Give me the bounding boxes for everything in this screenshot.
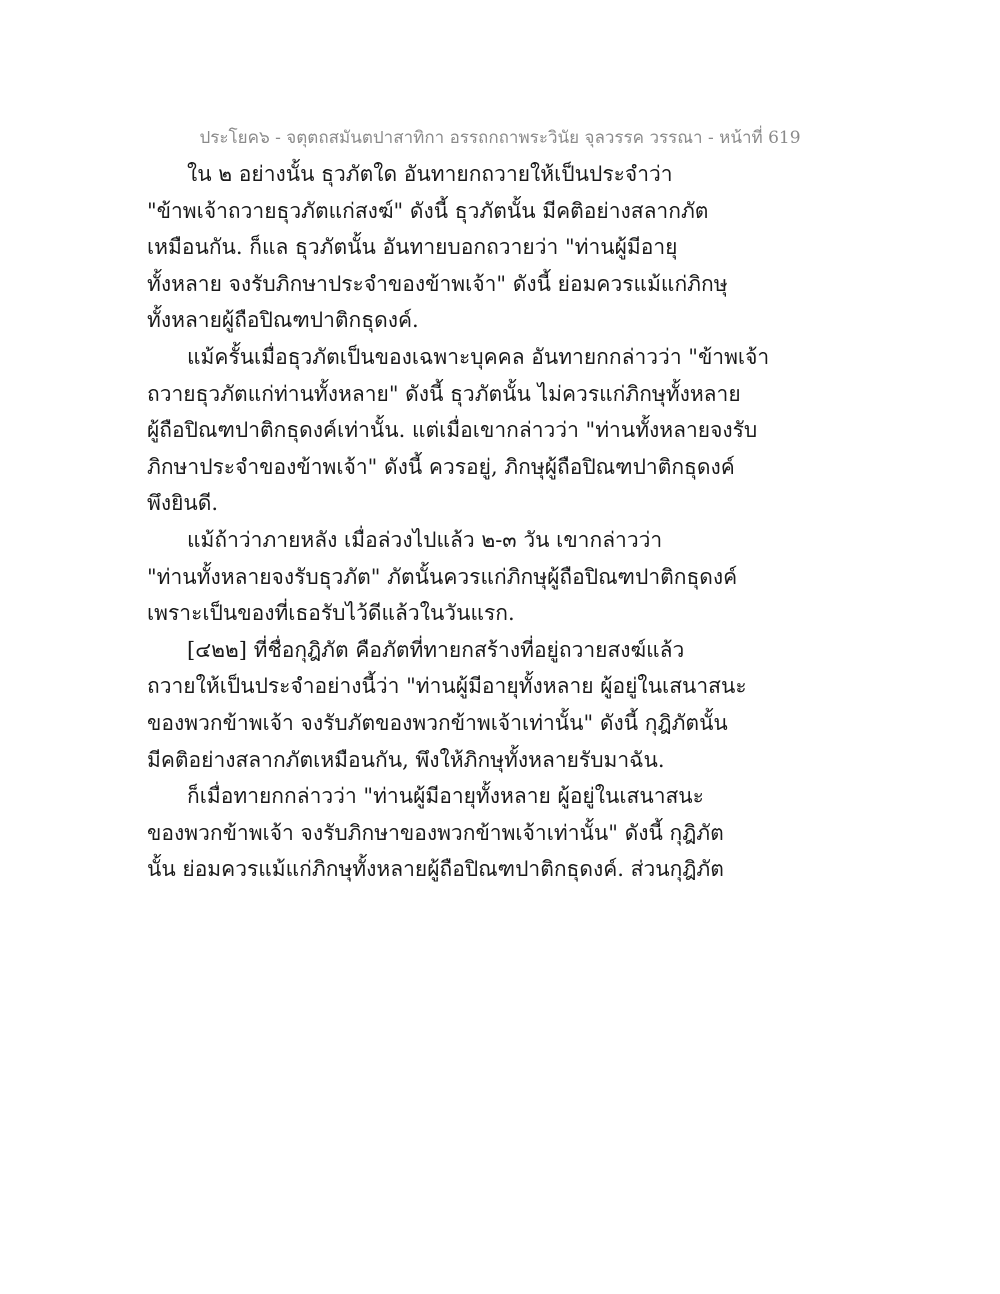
text-line: พึงยินดี. [147,491,219,516]
text-line: เหมือนกัน. ก็แล ธุวภัตนั้น อันทายบอกถวายว่า "ท่านผู้มีอายุ [147,235,678,260]
text-line: แม้ครั้นเมื่อธุวภัตเป็นของเฉพาะบุคคล อันทายกกล่าวว่า "ข้าพเจ้า [187,344,770,369]
text-line: เพราะเป็นของที่เธอรับไว้ดีแล้วในวันแรก. [147,601,515,626]
text-line: "ข้าพเจ้าถวายธุวภัตแก่สงฆ์" ดังนี้ ธุวภัตนั้น มีคติอย่างสลากภัต [147,198,709,223]
text-line: ของพวกข้าพเจ้า จงรับภัตของพวกข้าพเจ้าเท่านั้น" ดังนี้ กุฎิภัตนั้น [147,710,728,735]
text-line: มีคติอย่างสลากภัตเหมือนกัน, พึงให้ภิกษุทั้งหลายรับมาฉัน. [147,747,665,772]
text-line: "ท่านทั้งหลายจงรับธุวภัต" ภัตนั้นควรแก่ภิกษุผู้ถือปิณฑปาติกธุดงค์ [147,564,738,589]
text-line: ทั้งหลาย จงรับภิกษาประจำของข้าพเจ้า" ดังนี้ ย่อมควรแม้แก่ภิกษุ [147,271,728,296]
text-line: ก็เมื่อทายกกล่าวว่า "ท่านผู้มีอายุทั้งหลาย ผู้อยู่ในเสนาสนะ [187,784,704,809]
text-line: ทั้งหลายผู้ถือปิณฑปาติกธุดงค์. [147,308,419,333]
text-line: ผู้ถือปิณฑปาติกธุดงค์เท่านั้น. แต่เมื่อเขากล่าวว่า "ท่านทั้งหลายจงรับ [147,418,758,443]
text-line: แม้ถ้าว่าภายหลัง เมื่อล่วงไปแล้ว ๒-๓ วัน เขากล่าวว่า [187,527,663,552]
text-line: ของพวกข้าพเจ้า จงรับภิกษาของพวกข้าพเจ้าเท่านั้น" ดังนี้ กุฎิภัต [147,820,724,845]
body-text [147,156,770,888]
page-header [0,124,1000,151]
text-line: ภิกษาประจำของข้าพเจ้า" ดังนี้ ควรอยู่, ภิกษุผู้ถือปิณฑปาติกธุดงค์ [147,454,735,479]
text-line: [๔๒๒] ที่ชื่อกุฎิภัต คือภัตที่ทายกสร้างที่อยู่ถวายสงฆ์แล้ว [187,637,685,662]
text-line: นั้น ย่อมควรแม้แก่ภิกษุทั้งหลายผู้ถือปิณฑปาติกธุดงค์. ส่วนกุฎิภัต [147,857,724,882]
text-line: ถวายธุวภัตแก่ท่านทั้งหลาย" ดังนี้ ธุวภัตนั้น ไม่ควรแก่ภิกษุทั้งหลาย [147,381,741,406]
text-line: ใน ๒ อย่างนั้น ธุวภัตใด อันทายกถวายให้เป็นประจำว่า [187,162,673,186]
text-line: ถวายให้เป็นประจำอย่างนี้ว่า "ท่านผู้มีอายุทั้งหลาย ผู้อยู่ในเสนาสนะ [147,674,747,699]
page-header-text: ประโยค๖ - จตุตถสมันตปาสาทิกา อรรถกถาพระวินัย จุลวรรค วรรณา - หน้าที่ 619 [199,128,801,148]
